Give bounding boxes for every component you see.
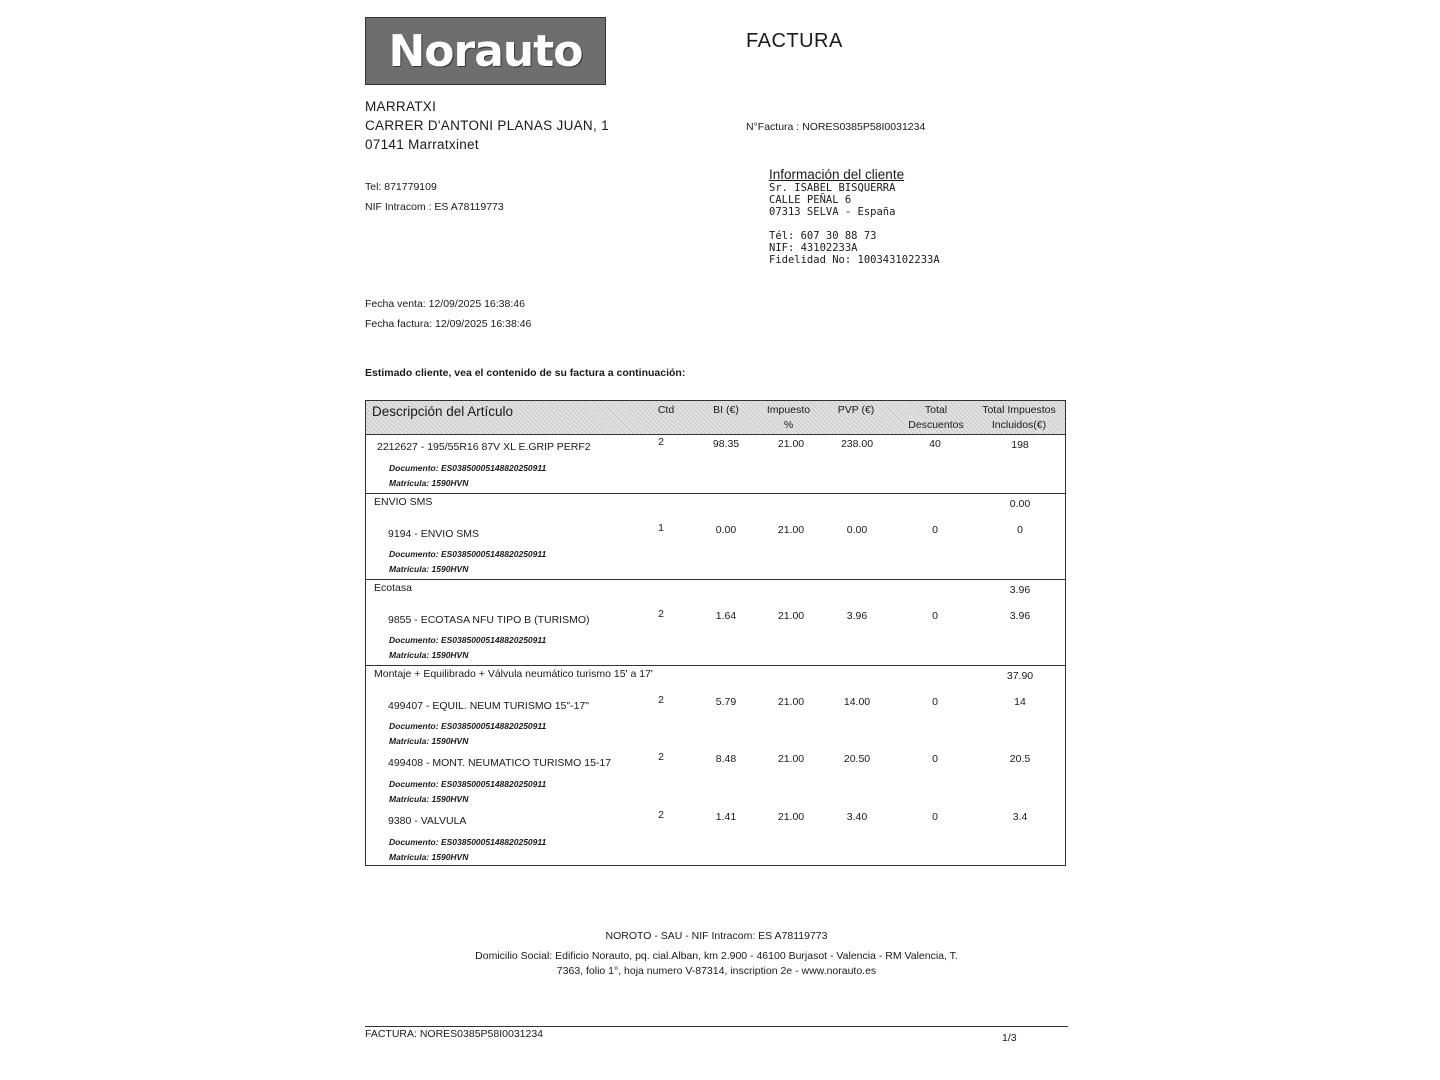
item-total: 14 — [1014, 696, 1026, 708]
item-document: Documento: ES03850005148820250911 — [389, 721, 547, 731]
item-description: 499408 - MONT. NEUMATICO TURISMO 15-17 — [388, 757, 612, 769]
item-discount: 0 — [932, 610, 938, 622]
shop-tel: Tel: 871779109 — [365, 181, 437, 193]
item-plate: Matrícula: 1590HVN — [389, 478, 469, 488]
item-bi: 1.41 — [715, 811, 737, 823]
item-total: 3.96 — [1009, 610, 1031, 622]
item-total: 0 — [1017, 524, 1023, 536]
client-loyalty: Fidelidad No: 100343102233A — [769, 254, 940, 266]
item-qty: 2 — [658, 608, 664, 620]
logo-text: Norauto — [388, 25, 583, 77]
item-total: 198 — [1011, 439, 1029, 451]
header-qty: Ctd — [657, 404, 675, 416]
document-title: FACTURA — [746, 30, 843, 52]
header-tax-line2: % — [783, 419, 794, 431]
item-qty: 1 — [658, 522, 664, 534]
header-discounts — [901, 403, 971, 433]
item-description: 9380 - VALVULA — [388, 815, 467, 827]
item-plate: Matrícula: 1590HVN — [389, 736, 469, 746]
item-plate: Matrícula: 1590HVN — [389, 650, 469, 660]
item-document: Documento: ES03850005148820250911 — [389, 779, 547, 789]
item-tax: 21.00 — [777, 438, 805, 450]
group-total: 3.96 — [1009, 584, 1031, 596]
item-plate: Matrícula: 1590HVN — [389, 794, 469, 804]
item-plate: Matrícula: 1590HVN — [389, 564, 469, 574]
item-pvp: 0.00 — [846, 524, 868, 536]
client-name: Sr. ISABEL BISQUERRA — [769, 182, 896, 194]
invoice-table — [365, 400, 1066, 866]
sale-date: Fecha venta: 12/09/2025 16:38:46 — [365, 298, 525, 310]
footer-address-line2: 7363, folio 1°, hoja numero V-87314, inscription 2e - www.norauto.es — [556, 965, 877, 977]
group-name: Montaje + Equilibrado + Válvula neumático turismo 15' a 17' — [374, 668, 653, 680]
group-name: ENVIO SMS — [374, 496, 433, 508]
intro-text: Estimado cliente, vea el contenido de su factura a continuación: — [365, 367, 686, 379]
item-tax: 21.00 — [777, 696, 805, 708]
item-bi: 5.79 — [715, 696, 737, 708]
item-pvp: 238.00 — [840, 438, 874, 450]
header-tax-line1: Impuesto — [766, 404, 811, 416]
footer-company: NOROTO - SAU - NIF Intracom: ES A78119773 — [605, 930, 828, 942]
item-bi: 8.48 — [715, 753, 737, 765]
item-bi: 1.64 — [715, 610, 737, 622]
client-info-title: Información del cliente — [769, 167, 905, 182]
group-name: Ecotasa — [374, 582, 412, 594]
item-total: 20.5 — [1009, 753, 1031, 765]
item-description: 2212627 - 195/55R16 87V XL E.GRIP PERF2 — [377, 441, 591, 453]
invoice-date: Fecha factura: 12/09/2025 16:38:46 — [365, 318, 532, 330]
item-tax: 21.00 — [777, 753, 805, 765]
shop-street: CARRER D'ANTONI PLANAS JUAN, 1 — [365, 118, 609, 133]
item-tax: 21.00 — [777, 524, 805, 536]
header-disc-line1: Total — [924, 404, 948, 416]
item-discount: 0 — [932, 696, 938, 708]
invoice-number: N°Factura : NORES0385P58I0031234 — [746, 121, 926, 133]
item-description: 499407 - EQUIL. NEUM TURISMO 15"-17" — [388, 700, 589, 712]
header-bi: BI (€) — [713, 404, 739, 416]
item-discount: 0 — [932, 811, 938, 823]
item-discount: 40 — [929, 438, 941, 450]
item-document: Documento: ES03850005148820250911 — [389, 837, 547, 847]
item-bi: 98.35 — [712, 438, 740, 450]
client-tel: Tél: 607 30 88 73 — [769, 230, 877, 242]
group-total: 37.90 — [1006, 670, 1034, 682]
item-plate: Matrícula: 1590HVN — [389, 852, 469, 862]
header-tax — [756, 403, 821, 433]
header-pvp: PVP (€) — [837, 404, 875, 416]
client-street: CALLE PEÑAL 6 — [769, 194, 852, 206]
item-pvp: 14.00 — [843, 696, 871, 708]
footer-invoice-ref: FACTURA: NORES0385P58I0031234 — [365, 1028, 544, 1040]
item-qty: 2 — [658, 694, 664, 706]
item-discount: 0 — [932, 753, 938, 765]
shop-name: MARRATXI — [365, 99, 437, 114]
item-tax: 21.00 — [777, 610, 805, 622]
item-description: 9855 - ECOTASA NFU TIPO B (TURISMO) — [388, 614, 590, 626]
shop-address — [365, 97, 609, 154]
header-total — [974, 403, 1064, 433]
page-number: 1/3 — [1002, 1032, 1017, 1044]
item-pvp: 3.96 — [846, 610, 868, 622]
table-header — [366, 401, 1065, 435]
item-document: Documento: ES03850005148820250911 — [389, 463, 547, 473]
norauto-logo — [365, 17, 606, 85]
item-description: 9194 - ENVIO SMS — [388, 528, 480, 540]
item-document: Documento: ES03850005148820250911 — [389, 635, 547, 645]
footer-divider — [365, 1026, 1068, 1027]
shop-city: 07141 Marratxinet — [365, 137, 479, 152]
item-qty: 2 — [658, 751, 664, 763]
item-bi: 0.00 — [715, 524, 737, 536]
item-total: 3.4 — [1012, 811, 1028, 823]
client-nif: NIF: 43102233A — [769, 242, 858, 254]
client-info — [769, 169, 940, 266]
client-city: 07313 SELVA - España — [769, 206, 896, 218]
row-divider — [366, 493, 1065, 494]
item-document: Documento: ES03850005148820250911 — [389, 549, 547, 559]
footer-address-line1: Domicilio Social: Edificio Norauto, pq. cial.Alban, km 2.900 - 46100 Burjasot - Valencia - RM Valencia, T. — [475, 950, 958, 962]
header-disc-line2: Descuentos — [908, 419, 964, 431]
row-divider — [366, 579, 1065, 580]
item-pvp: 20.50 — [843, 753, 871, 765]
group-total: 0.00 — [1009, 498, 1031, 510]
header-description: Descripción del Artículo — [372, 404, 514, 419]
header-total-line1: Total Impuestos — [982, 404, 1056, 416]
item-qty: 2 — [658, 436, 664, 448]
item-discount: 0 — [932, 524, 938, 536]
item-pvp: 3.40 — [846, 811, 868, 823]
row-divider — [366, 665, 1065, 666]
shop-nif: NIF Intracom : ES A78119773 — [365, 201, 504, 213]
item-tax: 21.00 — [777, 811, 805, 823]
header-total-line2: Incluidos(€) — [991, 419, 1047, 431]
item-qty: 2 — [658, 809, 664, 821]
